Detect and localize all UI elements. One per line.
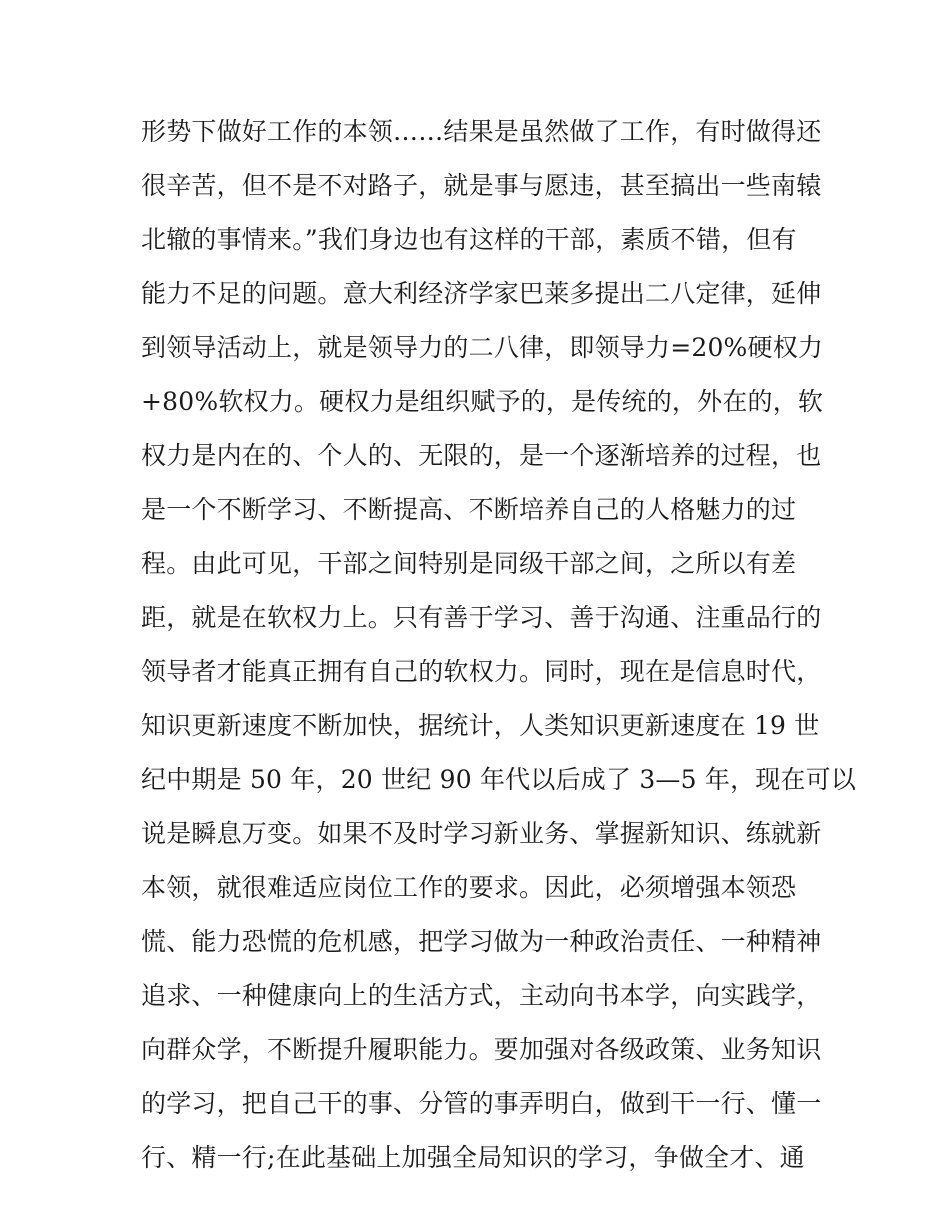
text-line: 追求、一种健康向上的生活方式，主动向书本学，向实践学， bbox=[141, 981, 822, 1010]
body-paragraph bbox=[141, 110, 857, 1190]
text-line: 北辙的事情来。”我们身边也有这样的干部，素质不错，但有 bbox=[141, 225, 797, 254]
text-line: 程。由此可见，干部之间特别是同级干部之间，之所以有差 bbox=[141, 549, 797, 578]
text-line: 纪中期是 50 年，20 世纪 90 年代以后成了 3—5 年，现在可以 bbox=[141, 765, 857, 794]
text-line: 知识更新速度不断加快，据统计，人类知识更新速度在 19 世 bbox=[141, 711, 820, 740]
text-line: +80%软权力。硬权力是组织赋予的，是传统的，外在的，软 bbox=[141, 387, 824, 416]
text-line: 很辛苦，但不是不对路子，就是事与愿违，甚至搞出一些南辕 bbox=[141, 171, 822, 200]
text-line: 领导者才能真正拥有自己的软权力。同时，现在是信息时代， bbox=[141, 657, 822, 686]
text-line: 本领，就很难适应岗位工作的要求。因此，必须增强本领恐 bbox=[141, 873, 797, 902]
text-line: 向群众学，不断提升履职能力。要加强对各级政策、业务知识 bbox=[141, 1035, 822, 1064]
text-line: 说是瞬息万变。如果不及时学习新业务、掌握新知识、练就新 bbox=[141, 819, 822, 848]
text-line: 能力不足的问题。意大利经济学家巴莱多提出二八定律，延伸 bbox=[141, 279, 822, 308]
text-line: 形势下做好工作的本领……结果是虽然做了工作，有时做得还 bbox=[141, 117, 822, 146]
text-line: 到领导活动上，就是领导力的二八律，即领导力=20%硬权力 bbox=[141, 333, 824, 362]
text-line: 的学习，把自己干的事、分管的事弄明白，做到干一行、懂一 bbox=[141, 1089, 822, 1118]
text-line: 权力是内在的、个人的、无限的，是一个逐渐培养的过程，也 bbox=[141, 441, 822, 470]
text-line: 行、精一行;在此基础上加强全局知识的学习，争做全才、通 bbox=[141, 1143, 805, 1172]
text-line: 是一个不断学习、不断提高、不断培养自己的人格魅力的过 bbox=[141, 495, 797, 524]
text-line: 慌、能力恐慌的危机感，把学习做为一种政治责任、一种精神 bbox=[141, 927, 822, 956]
text-line: 距，就是在软权力上。只有善于学习、善于沟通、注重品行的 bbox=[141, 603, 822, 632]
